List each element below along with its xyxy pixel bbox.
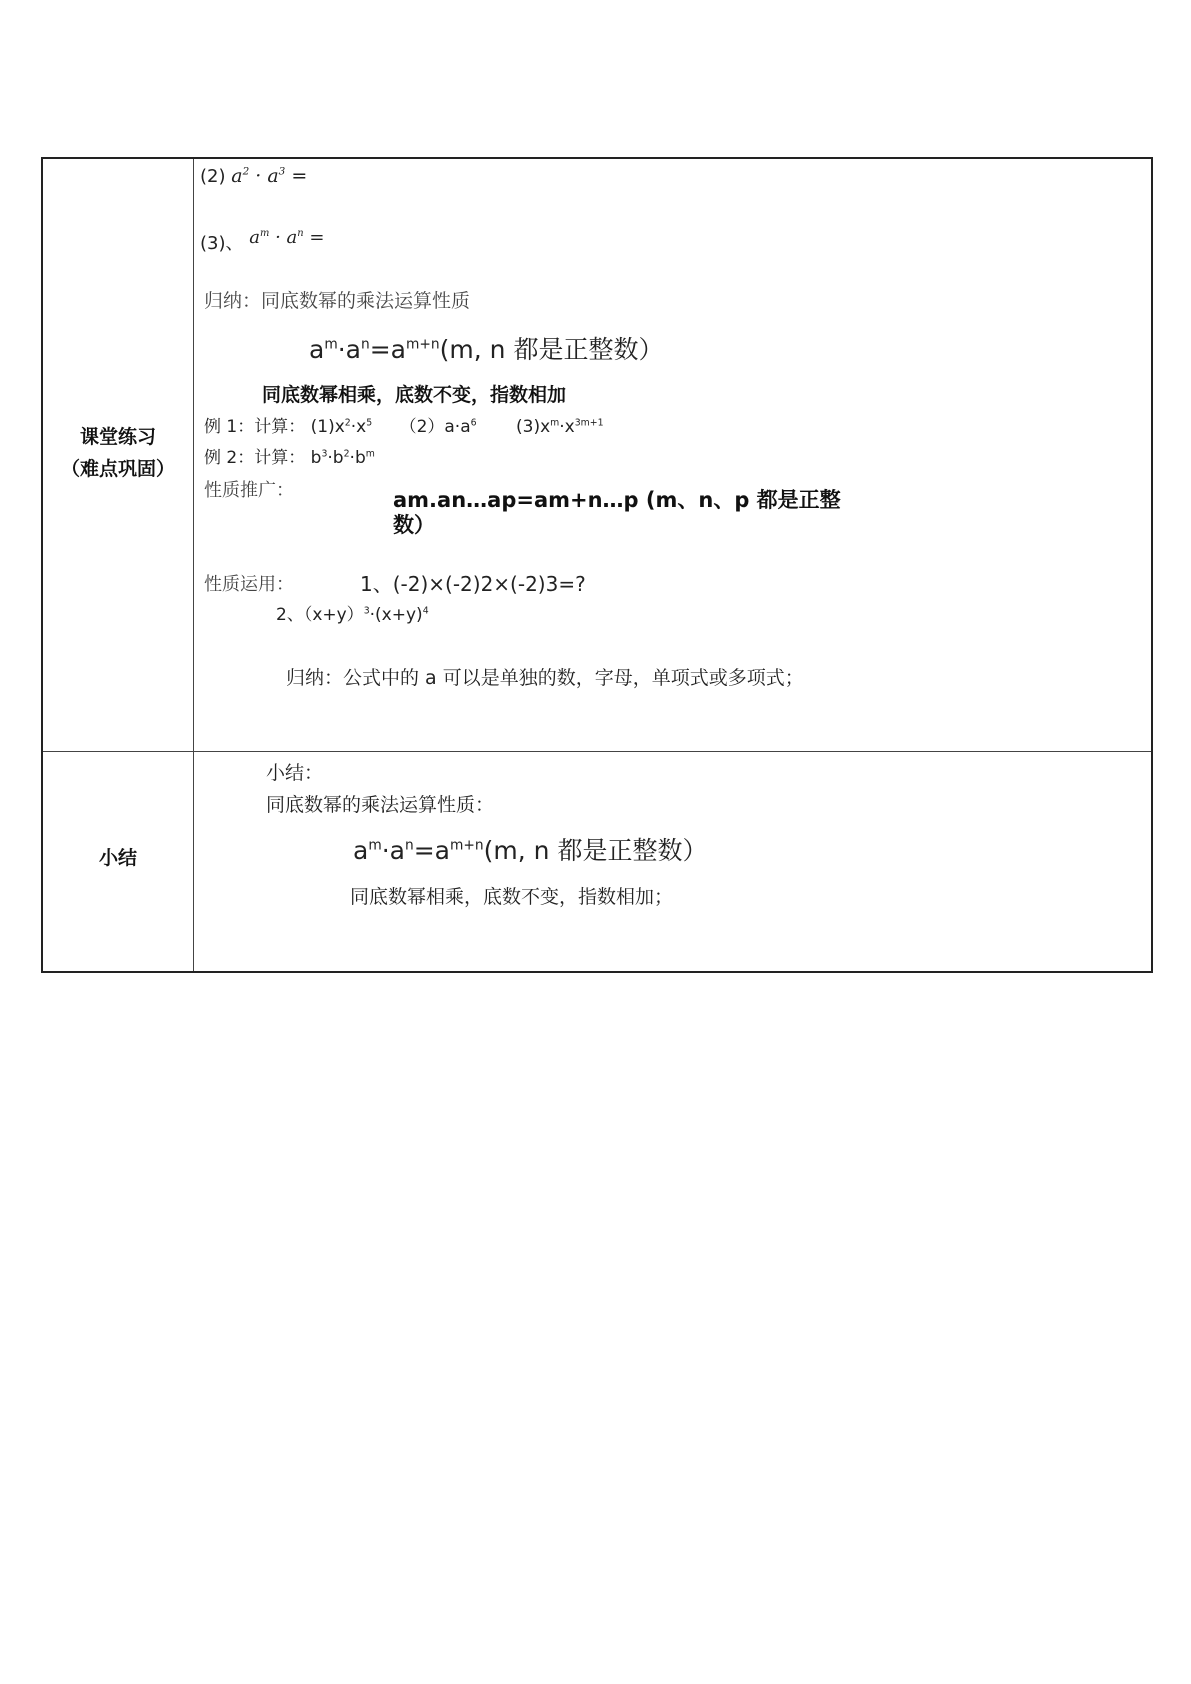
apply-item-1: 1、(-2)×(-2)2×(-2)3=? [360, 572, 586, 596]
column-divider [193, 159, 194, 971]
row-label-line2: （难点巩固） [60, 458, 175, 480]
row-divider [43, 751, 1151, 752]
rule-text: 同底数幂相乘，底数不变，指数相加 [262, 384, 567, 406]
summary-formula: $a^m\cdot a^n=a^{m+n}(m$, n 都是正整数） [353, 836, 708, 865]
row-label-practice [43, 421, 193, 485]
extend-text: am.an…ap=am+n…p (m、n、p 都是正整 数） [393, 488, 841, 537]
example-2: 例 2：计算： $b^3\cdot b^2\cdot b^m$ [204, 448, 375, 468]
summary-note: 归纳：公式中的 a 可以是单独的数，字母，单项式或多项式； [286, 667, 804, 689]
summary-rule: 同底数幂相乘，底数不变，指数相加； [350, 886, 674, 908]
extend-label: 性质推广： [204, 480, 294, 501]
apply-item-2: 2、$(x+y)^3\cdot(x+y)^4$ [276, 605, 429, 625]
item-2: (2) $a^2 \cdot a^3$ = [200, 165, 308, 187]
apply-label: 性质运用： [204, 574, 294, 595]
summary-subtitle: 同底数幂的乘法运算性质： [266, 794, 495, 816]
item-3: (3)、 $a^m \cdot a^n$ = [200, 227, 325, 254]
example-1: 例 1：计算： $(1)x^2\cdot x^5$ $(2)a\cdot a^6$ $(3)x^m\cdot x^{3m+1}$ [204, 417, 604, 437]
item-3-expression: $a^m \cdot a^n$ = [249, 227, 325, 248]
summary-line: 归纳：同底数幂的乘法运算性质 [204, 290, 471, 312]
row-label-line1: 课堂练习 [79, 426, 156, 448]
item-2-expression: $a^2 \cdot a^3$ = [231, 165, 308, 187]
summary-title: 小结： [266, 762, 324, 784]
formula-main: $a^m\cdot a^n=a^{m+n}(m$, n 都是正整数） [309, 335, 664, 364]
row-label-summary: 小结 [98, 847, 137, 869]
